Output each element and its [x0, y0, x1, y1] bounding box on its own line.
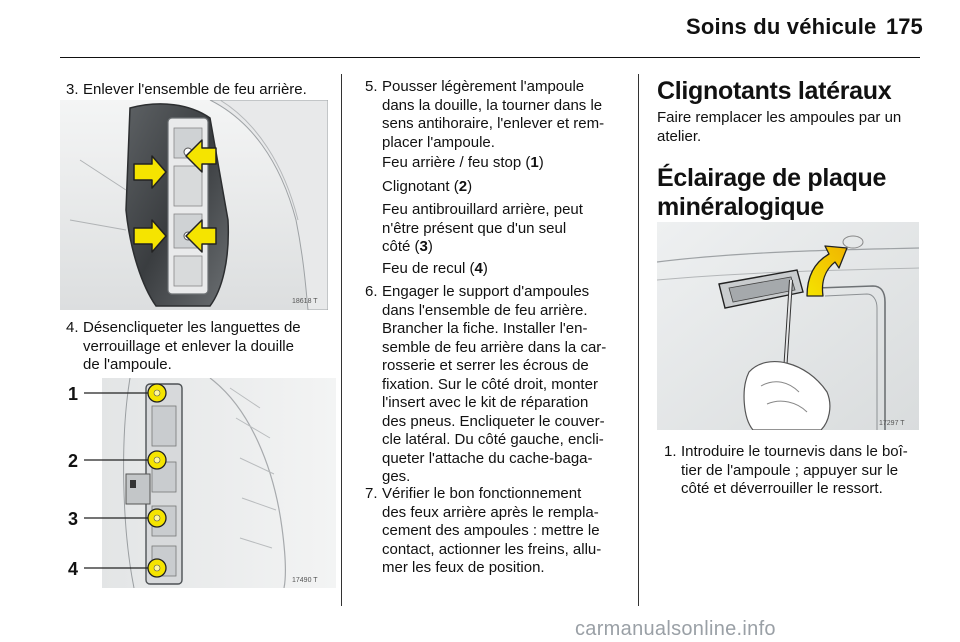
- step-text-line: verrouillage et enlever la douille: [83, 337, 294, 355]
- step-number: 3.: [66, 81, 79, 98]
- figure-tail-lamp-removal: [60, 100, 328, 310]
- step-text-line: côté et déverrouiller le ressort.: [681, 480, 883, 497]
- page-header-title: Soins du véhicule: [686, 14, 877, 39]
- column-divider-2: [638, 74, 639, 606]
- step-text-line: placer l'ampoule.: [382, 133, 495, 151]
- bulb-reverse-line: Feu de recul (4): [382, 260, 488, 277]
- step-text-line: rosserie et serrer les écrous de: [382, 357, 589, 374]
- tail-lamp-illustration: [60, 100, 328, 310]
- step-4: [66, 319, 338, 375]
- step-text-line: mer les feux de position.: [382, 559, 545, 576]
- section-heading-side-indicators: Clignotants latéraux: [657, 77, 892, 105]
- figure-plate-light: [657, 222, 919, 430]
- step-text-line: Brancher la fiche. Installer l'en-: [382, 320, 588, 337]
- paragraph-side-indicators: Faire remplacer les ampoules par un atelier.: [657, 109, 902, 145]
- step-number: 5.: [365, 78, 378, 95]
- callout-2: 2: [68, 451, 79, 471]
- figure-code: 18618 T: [292, 298, 318, 305]
- step-6: [365, 283, 635, 487]
- step-text-line: des pneus. Encliqueter le couver-: [382, 412, 605, 430]
- page-number: 175: [886, 14, 923, 39]
- step-number: 6.: [365, 283, 378, 300]
- bulb-turn-line: Clignotant (2): [382, 178, 473, 195]
- callout-1: 1: [68, 384, 79, 404]
- step-3: [66, 81, 338, 100]
- step-text-line: cle latéral. Du côté gauche, encli-: [382, 431, 604, 448]
- figure-code: 17297 T: [879, 420, 905, 427]
- step-text: Enlever l'ensemble de feu arrière.: [83, 81, 307, 98]
- bulb-icon: [148, 559, 166, 577]
- step-number: 7.: [365, 485, 378, 502]
- step-text-line: Vérifier le bon fonctionnement: [382, 485, 582, 502]
- step-text-line: queter l'attache du cache-baga-: [382, 449, 593, 467]
- step-1: [664, 443, 926, 499]
- plate-light-illustration: [657, 222, 919, 430]
- step-text-line: Introduire le tournevis dans le boî-: [681, 443, 908, 460]
- step-number: 4.: [66, 319, 79, 336]
- step-text-line: Désencliqueter les languettes de: [83, 319, 301, 336]
- step-text-line: dans la douille, la tourner dans le: [382, 96, 603, 114]
- step-text-line: de l'ampoule.: [83, 356, 172, 373]
- bulb-icon: [148, 509, 166, 527]
- header-rule: [60, 57, 920, 58]
- ref-number: 4: [474, 260, 483, 277]
- column-divider-1: [341, 74, 342, 606]
- bulb-fog-line: Feu antibrouillard arrière, peut n'être présent que d'un seul côté (3): [382, 201, 583, 255]
- step-text-line: cement des ampoules : mettre le: [382, 522, 600, 539]
- callout-3: 3: [68, 509, 79, 529]
- step-text-line: semble de feu arrière dans la car-: [382, 338, 607, 356]
- step-5: [365, 78, 635, 152]
- step-number: 1.: [664, 443, 677, 460]
- step-text-line: des feux arrière après le rempla-: [382, 503, 599, 521]
- figure-code: 17490 T: [292, 577, 318, 584]
- step-text-line: contact, actionner les freins, allu-: [382, 540, 602, 558]
- bulb-icon: [148, 451, 166, 469]
- step-7: [365, 485, 635, 578]
- step-text-line: ges.: [382, 468, 411, 485]
- ref-number: 1: [530, 154, 539, 171]
- step-text-line: Engager le support d'ampoules: [382, 283, 590, 300]
- step-text-line: fixation. Sur le côté droit, monter: [382, 375, 598, 393]
- step-text-line: tier de l'ampoule ; appuyer sur le: [681, 461, 899, 479]
- section-heading-plate-light: Éclairage de plaque minéralogique: [657, 164, 887, 221]
- step-text-line: dans l'ensemble de feu arrière.: [382, 301, 588, 319]
- callout-4: 4: [68, 559, 79, 579]
- bulb-icon: [148, 384, 166, 402]
- bulb-stop-line: Feu arrière / feu stop (1): [382, 154, 544, 171]
- bulb-holder-illustration: [60, 378, 336, 588]
- ref-number: 3: [419, 238, 428, 255]
- step-text-line: Pousser légèrement l'ampoule: [382, 78, 585, 95]
- watermark-text: carmanualsonline.info: [575, 618, 776, 640]
- figure-bulb-holder: [60, 378, 336, 588]
- step-text-line: l'insert avec le kit de réparation: [382, 394, 589, 411]
- ref-number: 2: [458, 178, 468, 195]
- step-text-line: sens antihoraire, l'enlever et rem-: [382, 115, 605, 132]
